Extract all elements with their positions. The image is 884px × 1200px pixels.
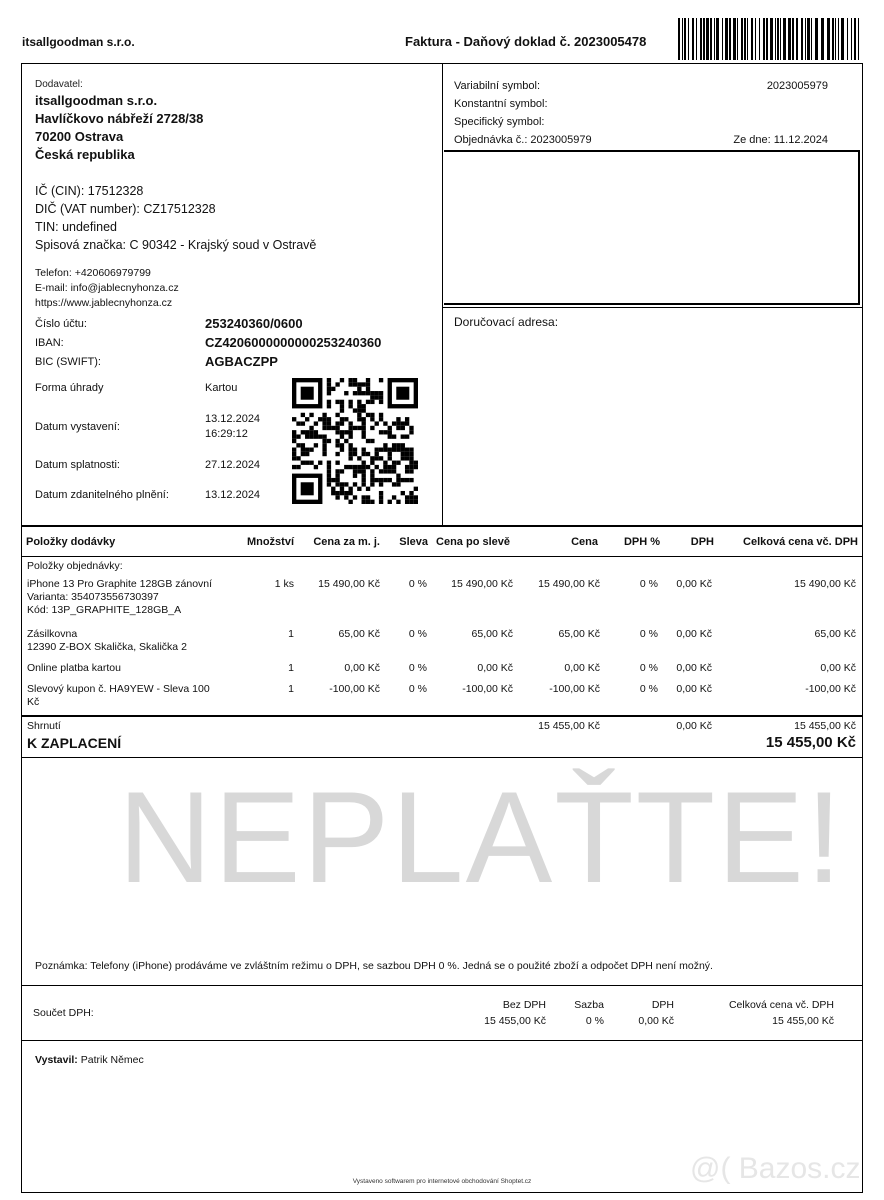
issue-date: 13.12.2024 <box>205 413 261 425</box>
item-price: 65,00 Kč <box>558 628 600 640</box>
item-disc: 0 % <box>408 628 427 640</box>
constant-symbol-label: Konstantní symbol: <box>454 98 548 110</box>
vat-base-value: 15 455,00 Kč <box>484 1015 546 1027</box>
unpaid-stamp: NEPLAŤTE! <box>118 764 844 910</box>
supplier-ids: IČ (CIN): 17512328 DIČ (VAT number): CZ17512328 TIN: undefined Spisová značka: C 90342 - Krajský soud v Ostravě <box>35 184 317 252</box>
taxable-date: 13.12.2024 <box>205 489 261 501</box>
item-vatp: 0 % <box>639 683 658 695</box>
due-date: 27.12.2024 <box>205 459 261 471</box>
summary-vat: 0,00 Kč <box>676 720 712 732</box>
divider-vertical <box>442 63 443 526</box>
taxable-date-label: Datum zdanitelného plnění: <box>35 489 169 501</box>
vat-base-label: Bez DPH <box>502 999 546 1011</box>
item-after: 15 490,00 Kč <box>451 578 513 590</box>
item-description: Online platba kartou <box>27 662 121 674</box>
vat-amount-value: 0,00 Kč <box>638 1015 674 1027</box>
variable-symbol: 2023005979 <box>766 80 828 92</box>
supplier-name: itsallgoodman s.r.o. Havlíčkovo nábřeží 2728/38 70200 Ostrava Česká republika <box>35 93 204 162</box>
header-company: itsallgoodman s.r.o. <box>22 35 135 49</box>
item-vatp: 0 % <box>639 578 658 590</box>
item-vatp: 0 % <box>639 628 658 640</box>
items-section-label: Položky objednávky: <box>27 560 123 572</box>
iban-label: IBAN: <box>35 337 64 349</box>
item-description: Slevový kupon č. HA9YEW - Sleva 100 Kč <box>27 683 210 708</box>
item-after: 65,00 Kč <box>471 628 513 640</box>
summary-total: 15 455,00 Kč <box>794 720 856 732</box>
vat-amount-label: DPH <box>651 999 674 1011</box>
item-vat: 0,00 Kč <box>676 628 712 640</box>
supplier-block <box>35 79 435 311</box>
item-unit: -100,00 Kč <box>329 683 380 695</box>
item-vatp: 0 % <box>639 662 658 674</box>
col-total: Celková cena vč. DPH <box>743 536 858 548</box>
supplier-label: Dodavatel: <box>35 79 83 90</box>
item-unit: 65,00 Kč <box>338 628 380 640</box>
payment-value: Kartou <box>205 382 238 394</box>
item-description: iPhone 13 Pro Graphite 128GB zánovní Varianta: 354073556730397 Kód: 13P_GRAPHITE_128GB_A <box>27 578 213 616</box>
item-after: -100,00 Kč <box>462 683 513 695</box>
divider-stamp <box>21 757 863 758</box>
delivery-address-label: Doručovací adresa: <box>454 315 559 329</box>
item-qty: 1 <box>288 683 294 695</box>
item-disc: 0 % <box>408 662 427 674</box>
item-vat: 0,00 Kč <box>676 662 712 674</box>
invoice-header <box>0 0 884 62</box>
item-qty: 1 <box>288 662 294 674</box>
supplier-website[interactable]: https://www.jablecnyhonza.cz <box>35 297 173 309</box>
table-header-line <box>22 556 862 557</box>
items-table-header <box>22 527 862 557</box>
supplier-email[interactable]: E-mail: info@jablecnyhonza.cz <box>35 282 179 294</box>
order-date: Ze dne: 11.12.2024 <box>733 134 828 146</box>
document-title: Faktura - Daňový doklad č. 2023005478 <box>405 34 647 49</box>
supplier-contact: Telefon: +420606979799 E-mail: info@jablecnyhonza.cz https://www.jablecnyhonza.cz <box>35 266 435 311</box>
qr-payment-code <box>292 378 418 504</box>
item-price: 15 490,00 Kč <box>538 578 600 590</box>
vat-note: Poznámka: Telefony (iPhone) prodáváme ve zvláštním režimu o DPH, se sazbou DPH 0 %. Jedná se o použité zboží a odpočet DPH není možný. <box>35 960 713 972</box>
bazos-watermark: @( Bazos.cz <box>690 1152 861 1185</box>
summary-price: 15 455,00 Kč <box>538 720 600 732</box>
customer-box-redacted <box>444 150 860 305</box>
item-price: 0,00 Kč <box>564 662 600 674</box>
barcode <box>678 18 864 60</box>
item-disc: 0 % <box>408 683 427 695</box>
vat-total-label: Celková cena vč. DPH <box>728 999 834 1011</box>
order-number: Objednávka č.: 2023005979 <box>454 134 592 146</box>
account-label: Číslo účtu: <box>35 318 87 330</box>
divider-note <box>21 985 863 986</box>
vat-rate-value: 0 % <box>585 1015 604 1027</box>
item-total: 15 490,00 Kč <box>794 578 856 590</box>
account-number: 253240360/0600 <box>205 316 303 331</box>
item-unit: 0,00 Kč <box>344 662 380 674</box>
summary-line <box>22 715 862 717</box>
col-discount: Sleva <box>399 536 428 548</box>
col-qty: Množství <box>246 536 294 548</box>
to-pay-amount: 15 455,00 Kč <box>765 734 856 751</box>
vat-rate-label: Sazba <box>574 999 604 1011</box>
to-pay-label: K ZAPLACENÍ <box>27 735 122 751</box>
iban-value: CZ4206000000000253240360 <box>205 335 382 350</box>
item-disc: 0 % <box>408 578 427 590</box>
col-unit-price: Cena za m. j. <box>313 536 380 548</box>
summary-label: Shrnutí <box>27 720 61 732</box>
item-vat: 0,00 Kč <box>676 578 712 590</box>
item-qty: 1 <box>288 628 294 640</box>
col-vat: DPH <box>690 536 714 548</box>
issue-date-label: Datum vystavení: <box>35 421 120 433</box>
item-total: 0,00 Kč <box>820 662 856 674</box>
item-vat: 0,00 Kč <box>676 683 712 695</box>
issue-time: 16:29:12 <box>205 428 248 440</box>
col-price: Cena <box>571 536 598 548</box>
col-items: Položky dodávky <box>26 536 116 548</box>
item-description: Zásilkovna 12390 Z-BOX Skalička, Skalička 2 <box>27 628 187 653</box>
divider-vat <box>21 1040 863 1041</box>
item-total: -100,00 Kč <box>805 683 856 695</box>
footer-software: Vystaveno softwarem pro internetové obchodování Shoptet.cz <box>352 1178 532 1185</box>
due-date-label: Datum splatnosti: <box>35 459 120 471</box>
issued-by: Vystavil: Patrik Němec <box>35 1054 144 1066</box>
bic-value: AGBACZPP <box>205 354 278 369</box>
item-qty: 1 ks <box>274 578 294 590</box>
payment-label: Forma úhrady <box>35 382 104 394</box>
specific-symbol-label: Specifický symbol: <box>454 116 545 128</box>
item-after: 0,00 Kč <box>477 662 513 674</box>
item-total: 65,00 Kč <box>814 628 856 640</box>
bic-label: BIC (SWIFT): <box>35 356 101 368</box>
item-price: -100,00 Kč <box>549 683 600 695</box>
payment-symbols: Variabilní symbol: 2023005979 Konstantní symbol: Specifický symbol: Objednávka č.: 2023005979 Ze dne: 11.12.2024 <box>454 77 834 149</box>
vat-summary-label: Součet DPH: <box>33 1007 94 1019</box>
divider-customer <box>442 307 863 308</box>
col-after-discount: Cena po slevě <box>436 536 510 548</box>
col-vat-pct: DPH % <box>623 536 660 548</box>
item-unit: 15 490,00 Kč <box>318 578 380 590</box>
vat-total-value: 15 455,00 Kč <box>772 1015 834 1027</box>
